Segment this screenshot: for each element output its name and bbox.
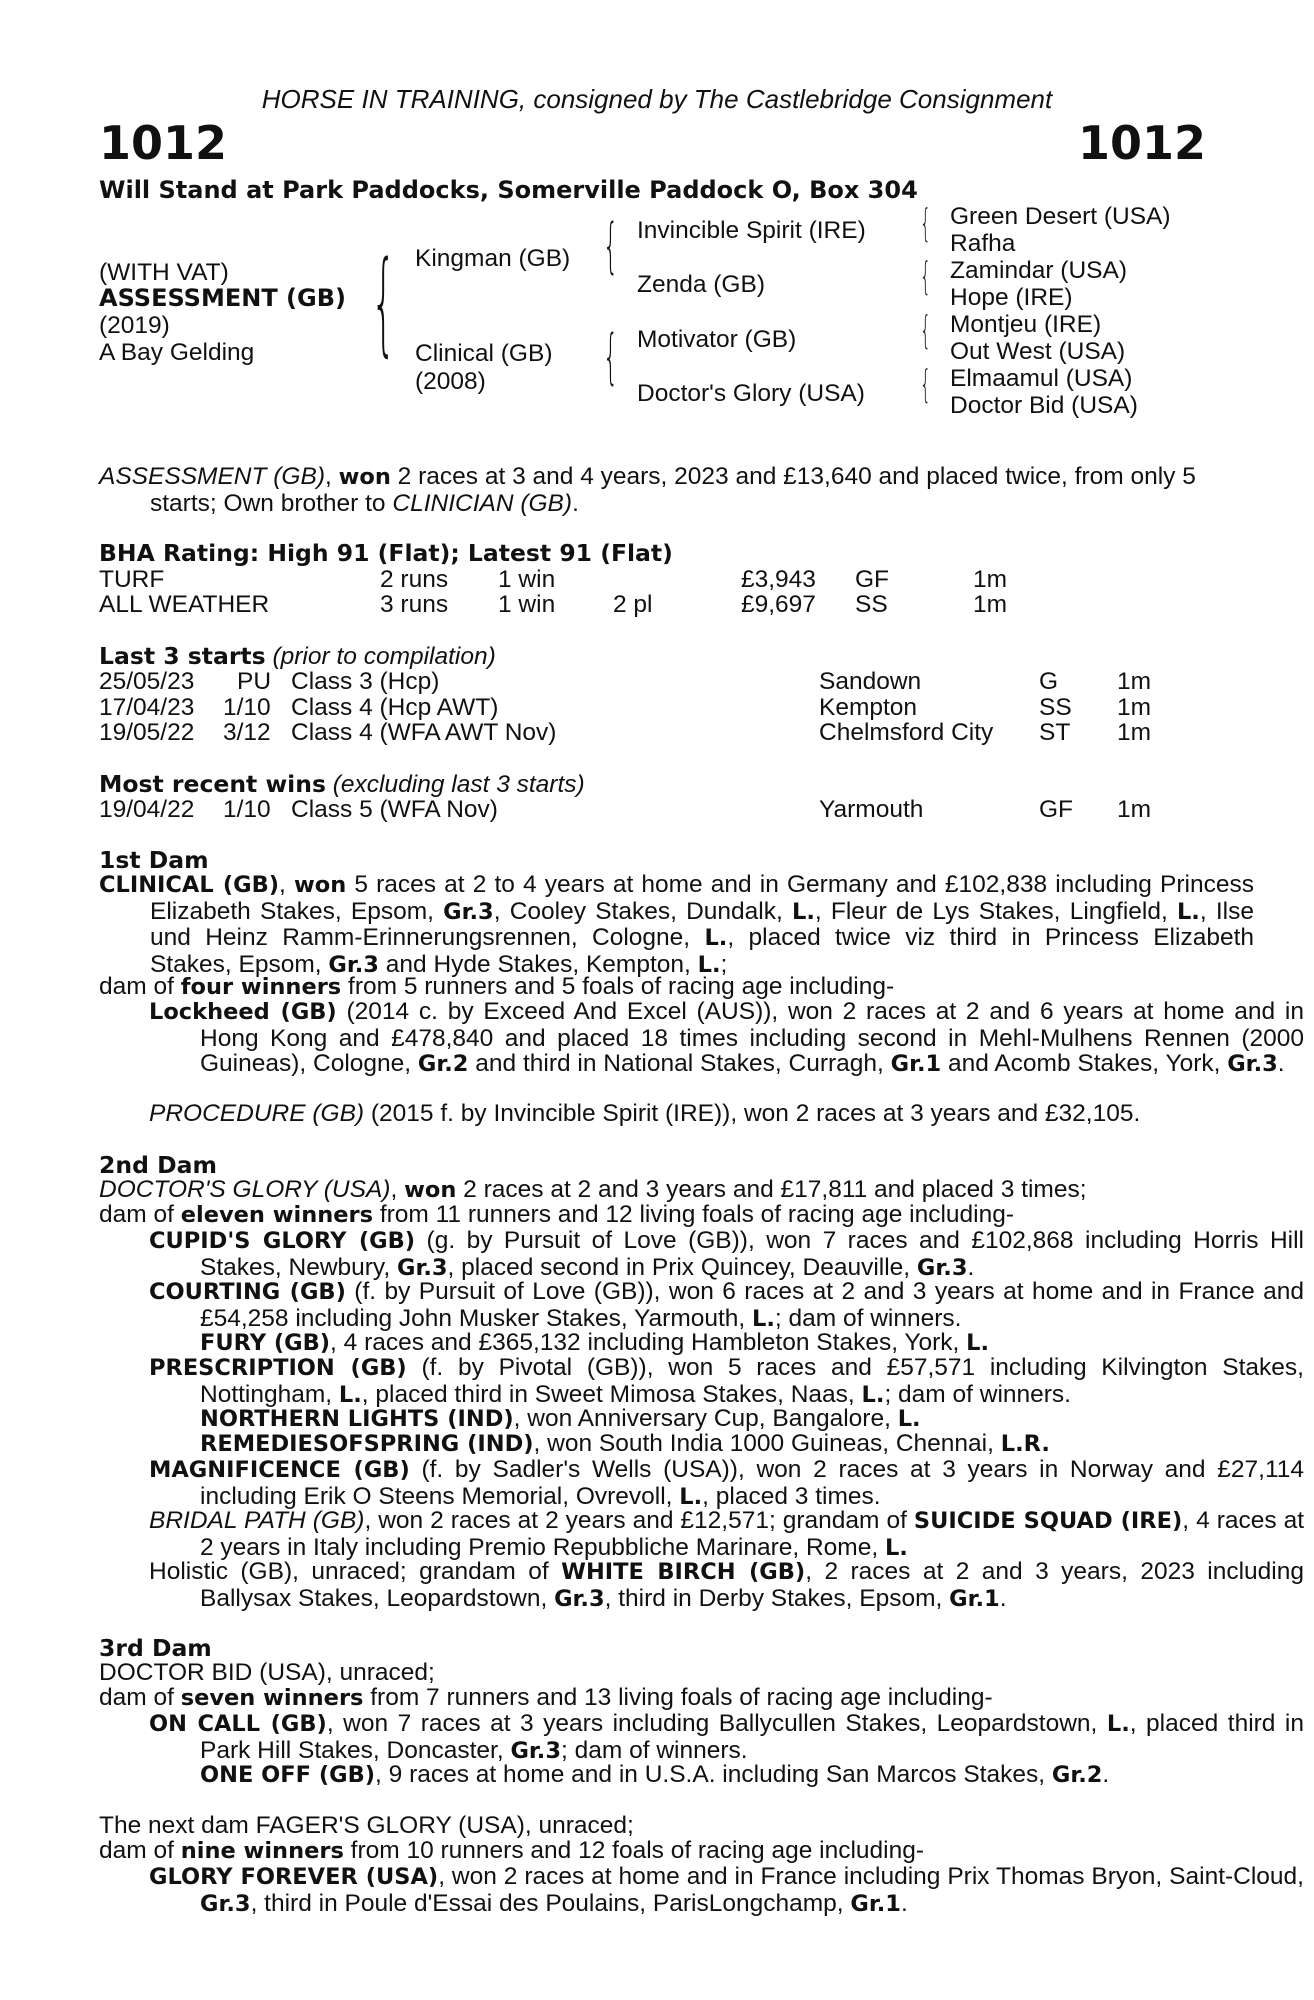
text-run: 5 races at 2 to 4 years at home and in Germany and £102,838 including Princess Elizabeth Stakes, Epsom, [150, 871, 1254, 925]
text-run: 3 runs [380, 591, 449, 618]
text-run: ONE OFF (GB) [200, 1762, 376, 1788]
text-run: from 7 runners and 13 living foals of racing age including- [363, 1684, 993, 1711]
text-run: and Hyde Stakes, Kempton, [378, 950, 698, 978]
text-run: won [338, 464, 391, 490]
dam-sire-dam: Out West (USA) [950, 338, 1126, 365]
text-run: ON CALL (GB) [149, 1711, 327, 1737]
text-run: GLORY FOREVER (USA) [149, 1864, 439, 1890]
bha-row-turf [99, 566, 1209, 592]
text-run: Gr.2 [1051, 1762, 1103, 1788]
text-run: (f. by Pivotal (GB)), won 5 races and £57,571 including Kilvington Stakes, Nottingham, [200, 1354, 1304, 1408]
text-run: ; dam of winners. [561, 1736, 748, 1764]
text-run: BRIDAL PATH (GB) [149, 1507, 365, 1534]
text-run: L. [697, 951, 721, 978]
sire-sire-dam: Rafha [950, 230, 1016, 257]
horse-name: ASSESSMENT (GB) [99, 284, 346, 312]
text-run: ASSESSMENT (GB) [99, 463, 325, 490]
dam2-heading: 2nd Dam [99, 1151, 217, 1179]
recent-wins-heading [99, 770, 585, 799]
text-run: , Fleur de Lys Stakes, Lingfield, [814, 897, 1177, 925]
text-run: Gr.1 [890, 1051, 942, 1078]
text-run: CLINICIAN (GB) [392, 489, 573, 517]
text-run: Class 4 (WFA AWT Nov) [291, 719, 557, 746]
text-run: 1m [1117, 668, 1152, 695]
text-run: Holistic (GB) [149, 1558, 293, 1585]
text-run: (f. by Pursuit of Love (GB)), won 6 races at 2 and 3 years at home and in France and £54,258 including John Musker Stakes, Yarmouth, [200, 1278, 1304, 1332]
text-run: Yarmouth [819, 796, 924, 823]
sire-sire-sire: Green Desert (USA) [950, 203, 1171, 230]
text-run: Most recent wins [99, 770, 326, 798]
dam-sire-sire: Montjeu (IRE) [950, 311, 1102, 338]
text-run: 1/10 [223, 694, 271, 721]
text-run: . [1277, 1050, 1285, 1078]
text-run: 1m [973, 591, 1008, 618]
text-run: Sandown [819, 668, 922, 695]
text-run: , 4 races and £365,132 including Hambleton Stakes, York, [330, 1329, 967, 1356]
text-run: 1m [1117, 694, 1152, 721]
text-run: Gr.1 [850, 1890, 901, 1917]
text-run: 1m [1117, 796, 1152, 823]
text-run: DOCTOR'S GLORY (USA) [99, 1176, 391, 1203]
text-run: , 2 races at 2 and 3 years, 2023 including Ballysax Stakes, Leopardstown, [200, 1558, 1304, 1612]
dam2-bridal-path [99, 1508, 1304, 1561]
dam-dam-sire: Elmaamul (USA) [950, 365, 1133, 392]
text-run: Gr.3 [554, 1585, 605, 1612]
vat-note: (WITH VAT) [99, 259, 229, 286]
text-run: (f. by Sadler's Wells (USA)), won 2 races at 3 years in Norway and £27,114 including Erik O Steens Memorial, Ovrevoll, [200, 1456, 1304, 1510]
text-run: Gr.1 [949, 1585, 1000, 1612]
text-run: 2 pl [613, 591, 653, 618]
consignment-line: HORSE IN TRAINING, consigned by The Castlebridge Consignment [261, 84, 1053, 114]
text-run: , Cooley Stakes, Dundalk, [493, 897, 792, 925]
dam1-lockheed [99, 999, 1304, 1078]
dam1-produce-summary [99, 974, 1203, 1001]
text-run: Lockheed (GB) [149, 999, 337, 1025]
dam3-heading: 3rd Dam [99, 1634, 212, 1662]
dam1-procedure [99, 1101, 1304, 1127]
dam-dam-dam: Doctor Bid (USA) [950, 392, 1138, 419]
text-run: (excluding last 3 starts) [325, 771, 585, 798]
text-run: , third in Derby Stakes, Epsom, [604, 1584, 950, 1612]
text-run: CUPID'S GLORY (GB) [149, 1228, 416, 1254]
text-run: Last 3 starts [99, 642, 266, 670]
text-run: , won 2 races at 2 years and £12,571; grandam of [364, 1507, 914, 1534]
text-run: 1 win [498, 591, 556, 618]
dam1-heading: 1st Dam [99, 846, 209, 874]
dam3-one-off [99, 1762, 1203, 1789]
text-run: Gr.3 [396, 1254, 448, 1281]
bha-heading: BHA Rating: High 91 (Flat); Latest 91 (Flat) [99, 539, 673, 567]
text-run: Gr.3 [328, 951, 379, 978]
text-run: Class 4 (Hcp AWT) [291, 694, 499, 721]
text-run: CLINICAL (GB) [99, 872, 280, 898]
text-run: . [999, 1584, 1007, 1612]
stand-location: Will Stand at Park Paddocks, Somerville Paddock O, Box 304 [99, 176, 918, 204]
dam: Clinical (GB) [415, 340, 553, 367]
next-dam-glory-forever [99, 1864, 1304, 1917]
text-run: PROCEDURE (GB) [149, 1100, 365, 1127]
text-run: from 11 runners and 12 living foals of racing age including- [373, 1201, 1015, 1228]
text-run: won [404, 1177, 457, 1203]
sire-dam-sire: Zamindar (USA) [950, 257, 1127, 284]
text-run: PRESCRIPTION (GB) [149, 1355, 407, 1381]
text-run: , won South India 1000 Guineas, Chennai, [533, 1430, 1001, 1457]
dam2-doctors-glory [99, 1177, 1203, 1204]
text-run: 2 races at 3 and 4 years, 2023 and £13,640 and placed twice, from [390, 463, 1124, 490]
last3-row [99, 694, 1209, 720]
horse-year: (2019) [99, 312, 170, 339]
text-run: , [390, 1176, 405, 1203]
text-run: 1/10 [223, 796, 271, 823]
dam2-cupids-glory [99, 1228, 1304, 1281]
sire-sire: Invincible Spirit (IRE) [637, 217, 866, 244]
text-run: Chelmsford City [819, 719, 994, 746]
text-run: NORTHERN LIGHTS (IND) [200, 1406, 514, 1432]
dam2-prescription [99, 1355, 1304, 1408]
sire: Kingman (GB) [415, 245, 571, 272]
horse-description: A Bay Gelding [99, 339, 255, 366]
dam-year: (2008) [415, 368, 486, 395]
text-run: seven winners [180, 1685, 364, 1711]
text-run: G [1039, 668, 1059, 695]
text-run: from 5 runners and 5 foals of racing age including- [341, 973, 895, 1000]
text-run: four winners [180, 974, 342, 1000]
text-run: £3,943 [741, 566, 816, 593]
text-run: , placed 3 times. [702, 1482, 881, 1510]
text-run: , won Anniversary Cup, Bangalore, [513, 1405, 898, 1432]
next-dam-line: The next dam FAGER'S GLORY (USA), unraced; [99, 1812, 634, 1839]
text-run: Kempton [819, 694, 918, 721]
text-run: from 10 runners and 12 foals of racing age including- [343, 1837, 925, 1864]
text-run: (2014 c. by Exceed And Excel (AUS)), won 2 races at 2 and 6 years at home and in Hong Kong and £478,840 and placed 18 times including second in Mehl-Mulhens Rennen (2000 Guineas), Cologne, [200, 998, 1304, 1078]
next-dam-produce-summary [99, 1838, 1203, 1865]
recent-win-row [99, 796, 1209, 822]
text-run: , Ilse und Heinz Ramm-Erinnerungsrennen, Cologne, [150, 897, 1254, 952]
dam2-remediesofspring [99, 1431, 1203, 1458]
dam-sire: Motivator (GB) [637, 326, 797, 353]
text-run: Gr.3 [443, 898, 494, 925]
text-run: MAGNIFICENCE (GB) [149, 1457, 410, 1483]
text-run: COURTING (GB) [149, 1279, 346, 1305]
lot-number-right: 1012 [1077, 116, 1206, 170]
text-run: , [279, 871, 294, 898]
text-run: 19/04/22 [99, 796, 195, 823]
bha-row-all-weather [99, 591, 1209, 617]
text-run: , 4 races at 2 years in Italy including Premio Repubbliche Marinare, Rome, [200, 1507, 1305, 1561]
text-run: ST [1039, 719, 1071, 746]
text-run: Gr.3 [200, 1890, 251, 1917]
last3-row [99, 719, 1209, 745]
text-run: PU [237, 668, 272, 695]
text-run: Class 5 (WFA Nov) [291, 796, 498, 823]
dam2-holistic [99, 1559, 1304, 1612]
text-run: GF [855, 566, 890, 593]
text-run: 1m [973, 566, 1008, 593]
text-run: , placed third in Park Hill Stakes, Doncaster, [200, 1710, 1304, 1764]
last3-heading [99, 642, 496, 671]
race-summary: ASSESSMENT (GB), won 2 races at 3 and 4 years, 2023 and £13,640 and placed twice, from only 5 starts; Own brother to CLINICIAN (GB). [99, 463, 1196, 517]
text-run: Gr.2 [417, 1051, 469, 1078]
text-run: , placed second in Prix Quincey, Deauville, [447, 1253, 917, 1281]
sire-dam: Zenda (GB) [637, 271, 765, 298]
text-run: dam of [99, 1201, 181, 1228]
text-run: L. [338, 1381, 362, 1408]
dam3-doctor-bid: DOCTOR BID (USA), unraced; [99, 1659, 435, 1686]
text-run: L.R. [1000, 1431, 1050, 1457]
last3-row [99, 668, 1209, 694]
text-run: only 5 starts; Own brother to [150, 463, 1196, 517]
text-run: 19/05/22 [99, 719, 195, 746]
text-run: L. [679, 1483, 703, 1510]
text-run: L. [1106, 1711, 1130, 1737]
dam2-fury [99, 1330, 1203, 1357]
text-run: REMEDIESOFSPRING (IND) [200, 1431, 534, 1457]
text-run: 25/05/23 [99, 668, 195, 695]
text-run: GF [1039, 796, 1074, 823]
text-run: , won 2 races at home and in France including Prix Thomas Bryon, Saint-Cloud, [438, 1863, 1304, 1890]
dam2-magnificence [99, 1457, 1304, 1510]
text-run: (g. by Pursuit of Love (GB)), won 7 races and £102,868 including Horris Hill Stakes, Newbury, [200, 1227, 1304, 1281]
text-run: L. [966, 1330, 989, 1356]
text-run: , third in Poule d'Essai des Poulains, ParisLongchamp, [250, 1889, 851, 1917]
text-run: L. [704, 925, 728, 952]
text-run: and third in National Stakes, Curragh, [468, 1050, 891, 1078]
brace-2b: { [603, 322, 619, 392]
dam3-on-call [99, 1711, 1304, 1764]
text-run: . [572, 489, 579, 517]
text-run: 2 runs [380, 566, 449, 593]
text-run: . [967, 1253, 975, 1281]
text-run: SS [1039, 694, 1072, 721]
text-run: Gr.3 [916, 1254, 968, 1281]
brace-3a: { [920, 201, 931, 245]
dam1-clinical [99, 872, 1254, 978]
text-run: L. [897, 1406, 921, 1432]
text-run: (prior to compilation) [265, 643, 496, 670]
text-run: L. [792, 898, 815, 925]
text-run: and Acomb Stakes, York, [941, 1050, 1228, 1078]
dam3-produce-summary [99, 1685, 1203, 1712]
text-run: dam of [99, 973, 181, 1000]
text-run: £9,697 [741, 591, 816, 618]
brace-3b: { [920, 254, 931, 298]
text-run: dam of [99, 1684, 181, 1711]
text-run: eleven winners [180, 1202, 374, 1228]
text-run: L. [861, 1381, 885, 1408]
text-run: ; [720, 950, 728, 978]
text-run: L. [884, 1534, 908, 1561]
brace-3d: { [920, 362, 931, 406]
text-run: L. [1176, 898, 1200, 925]
text-run: Gr.3 [510, 1737, 562, 1764]
text-run: won [293, 872, 347, 898]
text-run: , 9 races at home and in U.S.A. including San Marcos Stakes, [375, 1761, 1052, 1788]
text-run: SS [855, 591, 888, 618]
text-run: . [900, 1889, 908, 1917]
text-run: Class 3 (Hcp) [291, 668, 440, 695]
catalogue-page: HORSE IN TRAINING, consigned by The Castlebridge Consignment 1012 1012 Will Stand at Park Paddocks, Somerville Paddock O, Box 304 (WITH VAT) ASSESSMENT (GB) (2019) A Bay Gelding { Kingman (GB) Clinical (GB) (2008) { { Invincible Spirit (IRE) Zenda (GB) Motivator (GB) Doctor's Glory (USA) { { { { Green Desert (USA) Rafha Zamindar (USA) Hope (IRE) Montjeu (IRE) Out West (USA) Elmaamul (USA) Doctor Bid (USA) ASSESSMENT (GB), won 2 races at 3 and 4 years, 2023 and £13,640 and placed twice, from only 5 starts; Own brother to CLINICIAN (GB). BHA Rating: High 91 (Flat); Latest 91 (Flat) TURF 2 runs 1 win £3,943 GF 1m ALL WEATHER 3 runs 1 win 2 pl £9,697 SS 1m Last 3 starts (prior to compilation) 25/05/23 PU Class 3 (Hcp) Sandown G 1m 17/04/23 1/10 Class 4 (Hcp AWT) Kempton SS 1m 19/05/22 3/12 Class 4 (WFA AWT Nov) Chelmsford City ST 1m Most recent wins (excluding last 3 starts) 19/04/22 1/10 Class 5 (WFA Nov) Yarmouth GF 1m 1st Dam CLINICAL (GB), won 5 races at 2 to 4 years at home and in Germany and £102,838 including Princess Elizabeth Stakes, Epsom, Gr.3, Cooley Stakes, Dundalk, L., Fleur de Lys Stakes, Lingfield, L., Ilse und Heinz Ramm-Erinnerungsrennen, Cologne, L., placed twice viz third in Princess Elizabeth Stakes, Epsom, Gr.3 and Hyde Stakes, Kempton, L.; dam of four winners from 5 runners and 5 foals of racing age including- Lockheed (GB) (2014 c. by Exceed And Excel (AUS)), won 2 races at 2 and 6 years at home and in Hong Kong and £478,840 and placed 18 times including second in Mehl-Mulhens Rennen (2000 Guineas), Cologne, Gr.2 and third in National Stakes, Curragh, Gr.1 and Acomb Stakes, York, Gr.3. PROCEDURE (GB) (2015 f. by Invincible Spirit (IRE)), won 2 races at 3 years and £32,105. 2nd Dam DOCTOR'S GLORY (USA), won 2 races at 2 and 3 years and £17,811 and placed 3 times; dam of eleven winners from 11 runners and 12 living foals of racing age including- CUPID'S GLORY (GB) (g. by Pursuit of Love (GB)), won 7 races and £102,868 including Horris Hill Stakes, Newbury, Gr.3, placed second in Prix Quincey, Deauville, Gr.3. COURTING (GB) (f. by Pursuit of Love (GB)), won 6 races at 2 and 3 years at home and in France and £54,258 including John Musker Stakes, Yarmouth, L.; dam of winners. FURY (GB), 4 races and £365,132 including Hambleton Stakes, York, L. PRESCRIPTION (GB) (f. by Pivotal (GB)), won 5 races and £57,571 including Kilvington Stakes, Nottingham, L., placed third in Sweet Mimosa Stakes, Naas, L.; dam of winners. NORTHERN LIGHTS (IND), won Anniversary Cup, Bangalore, L. REMEDIESOFSPRING (IND), won South India 1000 Guineas, Chennai, L.R. MAGNIFICENCE (GB) (f. by Sadler's Wells (USA)), won 2 races at 3 years in Norway and £27,114 including Erik O Steens Memorial, Ovrevoll, L., placed 3 times. BRIDAL PATH (GB), won 2 races at 2 years and £12,571; grandam of SUICIDE SQUAD (IRE), 4 races at 2 years in Italy including Premio Repubbliche Marinare, Rome, L. Holistic (GB), unraced; grandam of WHITE BIRCH (GB), 2 races at 2 and 3 years, 2023 including Ballysax Stakes, Leopardstown, Gr.3, third in Derby Stakes, Epsom, Gr.1. 3rd Dam DOCTOR BID (USA), unraced; dam of seven winners from 7 runners and 13 living foals of racing age including- ON CALL (GB), won 7 races at 3 years including Ballycullen Stakes, Leopardstown, L., placed third in Park Hill Stakes, Doncaster, Gr.3; dam of winners. ONE OFF (GB), 9 races at home and in U.S.A. including San Marcos Stakes, Gr.2. The next dam FAGER'S GLORY (USA), unraced; dam of nine winners from 10 runners and 12 foals of racing age including- GLORY FOREVER (USA), won 2 races at home and in France including Prix Thomas Bryon, Saint-Cloud, Gr.3, third in Poule d'Essai des Poulains, ParisLongchamp, Gr.1. [0, 0, 1314, 2000]
text-run: TURF [99, 566, 165, 593]
text-run: 3/12 [223, 719, 271, 746]
text-run: (2015 f. by Invincible Spirit (IRE)), won 2 races at 3 years and £32,105. [364, 1100, 1141, 1127]
text-run: 17/04/23 [99, 694, 195, 721]
text-run: , placed third in Sweet Mimosa Stakes, Naas, [361, 1380, 862, 1408]
text-run: SUICIDE SQUAD (IRE) [913, 1508, 1183, 1534]
text-run: Gr.3 [1227, 1051, 1278, 1078]
dam2-courting [99, 1279, 1304, 1332]
text-run: , placed twice viz third in Princess Elizabeth Stakes, Epsom, [150, 924, 1255, 978]
text-run: , unraced; grandam of [292, 1558, 562, 1585]
dam-dam: Doctor's Glory (USA) [637, 380, 865, 407]
text-run: ; dam of winners. [884, 1380, 1071, 1408]
text-run: L. [752, 1305, 775, 1332]
text-run: ; dam of winners. [774, 1304, 962, 1332]
dam2-northern-lights [99, 1406, 1203, 1433]
text-run: . [1102, 1761, 1110, 1788]
text-run: 1 win [498, 566, 556, 593]
sire-dam-dam: Hope (IRE) [950, 284, 1073, 311]
text-run: dam of [99, 1837, 181, 1864]
text-run: nine winners [180, 1838, 344, 1864]
text-run: 1m [1117, 719, 1152, 746]
brace-3c: { [920, 308, 931, 352]
brace-2a: { [603, 211, 619, 281]
text-run: , won 7 races at 3 years including Ballycullen Stakes, Leopardstown, [326, 1710, 1107, 1737]
text-run: FURY (GB) [200, 1330, 331, 1356]
lot-number-left: 1012 [99, 116, 228, 170]
text-run: WHITE BIRCH (GB) [561, 1559, 806, 1585]
text-run: 2 races at 2 and 3 years and £17,811 and placed 3 times; [456, 1176, 1087, 1203]
text-run: ALL WEATHER [99, 591, 270, 618]
dam2-produce-summary [99, 1202, 1203, 1229]
